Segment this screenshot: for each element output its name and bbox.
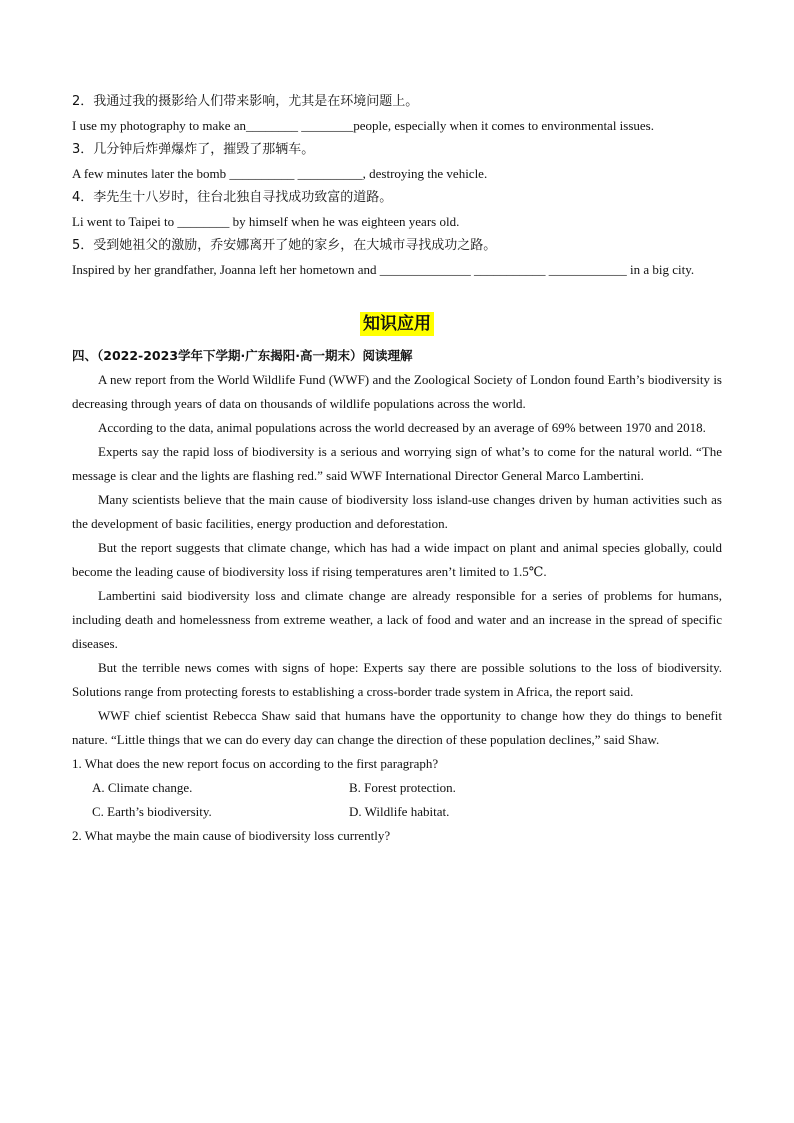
reading-passage	[72, 368, 722, 752]
question-2	[72, 824, 722, 848]
passage-paragraph: Experts say the rapid loss of biodiversity is a serious and worrying sign of what’s to come for the natural world. “The message is clear and the lights are flashing red.” said WWF International Director General Marco Lambertini.	[72, 444, 722, 483]
option-a: A. Climate change.	[92, 780, 193, 795]
section-title-wrap	[72, 306, 722, 344]
passage-paragraph: Many scientists believe that the main cause of biodiversity loss island-use changes driven by human activities such as the development of basic facilities, energy production and deforestation.	[72, 492, 722, 531]
reading-header: 四、（2022-2023学年下学期·广东揭阳·高一期末）阅读理解	[72, 348, 413, 363]
exercise-chinese: 2．我通过我的摄影给人们带来影响，尤其是在环境问题上。	[72, 94, 419, 109]
section-title: 知识应用	[360, 312, 434, 336]
passage-paragraph: But the report suggests that climate change, which has had a wide impact on plant and animal species globally, could become the leading cause of biodiversity loss if rising temperatures aren’t limited to 1.5℃.	[72, 540, 722, 579]
passage-paragraph: A new report from the World Wildlife Fund (WWF) and the Zoological Society of London found Earth’s biodiversity is decreasing through years of data on thousands of wildlife populations across the world.	[72, 372, 722, 411]
options-row	[72, 776, 722, 800]
exercise-4	[72, 186, 722, 234]
exercise-english: Li went to Taipei to ________ by himself when he was eighteen years old.	[72, 214, 460, 229]
option-c: C. Earth’s biodiversity.	[92, 804, 212, 819]
exercise-chinese: 4．李先生十八岁时，往台北独自寻找成功致富的道路。	[72, 190, 393, 205]
exercise-english: A few minutes later the bomb __________ __________, destroying the vehicle.	[72, 166, 488, 181]
passage-paragraph: According to the data, animal populations across the world decreased by an average of 69% between 1970 and 2018.	[98, 420, 706, 435]
question-stem: 2. What maybe the main cause of biodiversity loss currently?	[72, 828, 391, 843]
exercise-3	[72, 138, 722, 186]
exercise-english: Inspired by her grandfather, Joanna left her hometown and ______________ ___________ ____________ in a big city.	[72, 262, 695, 277]
options-row	[72, 800, 722, 824]
exercise-chinese: 3．几分钟后炸弹爆炸了，摧毁了那辆车。	[72, 142, 315, 157]
option-b: B. Forest protection.	[349, 780, 456, 795]
exercise-english: I use my photography to make an________ ________people, especially when it comes to environmental issues.	[72, 118, 654, 133]
exercise-2	[72, 90, 722, 138]
question-stem: 1. What does the new report focus on according to the first paragraph?	[72, 756, 439, 771]
passage-paragraph: Lambertini said biodiversity loss and climate change are already responsible for a series of problems for humans, including death and homelessness from extreme weather, a lack of food and water and an increase in the spread of specific diseases.	[72, 588, 722, 651]
exercise-5	[72, 234, 722, 282]
document-page	[72, 90, 722, 848]
passage-paragraph: WWF chief scientist Rebecca Shaw said that humans have the opportunity to change how they do things to benefit nature. “Little things that we can do every day can change the direction of these population declines,” said Shaw.	[72, 708, 722, 747]
question-1	[72, 752, 722, 824]
passage-paragraph: But the terrible news comes with signs of hope: Experts say there are possible solutions to the loss of biodiversity. Solutions range from protecting forests to establishing a cross-border trade system in Africa, the report said.	[72, 660, 722, 699]
exercise-chinese: 5．受到她祖父的激励，乔安娜离开了她的家乡，在大城市寻找成功之路。	[72, 238, 497, 253]
option-d: D. Wildlife habitat.	[349, 804, 450, 819]
